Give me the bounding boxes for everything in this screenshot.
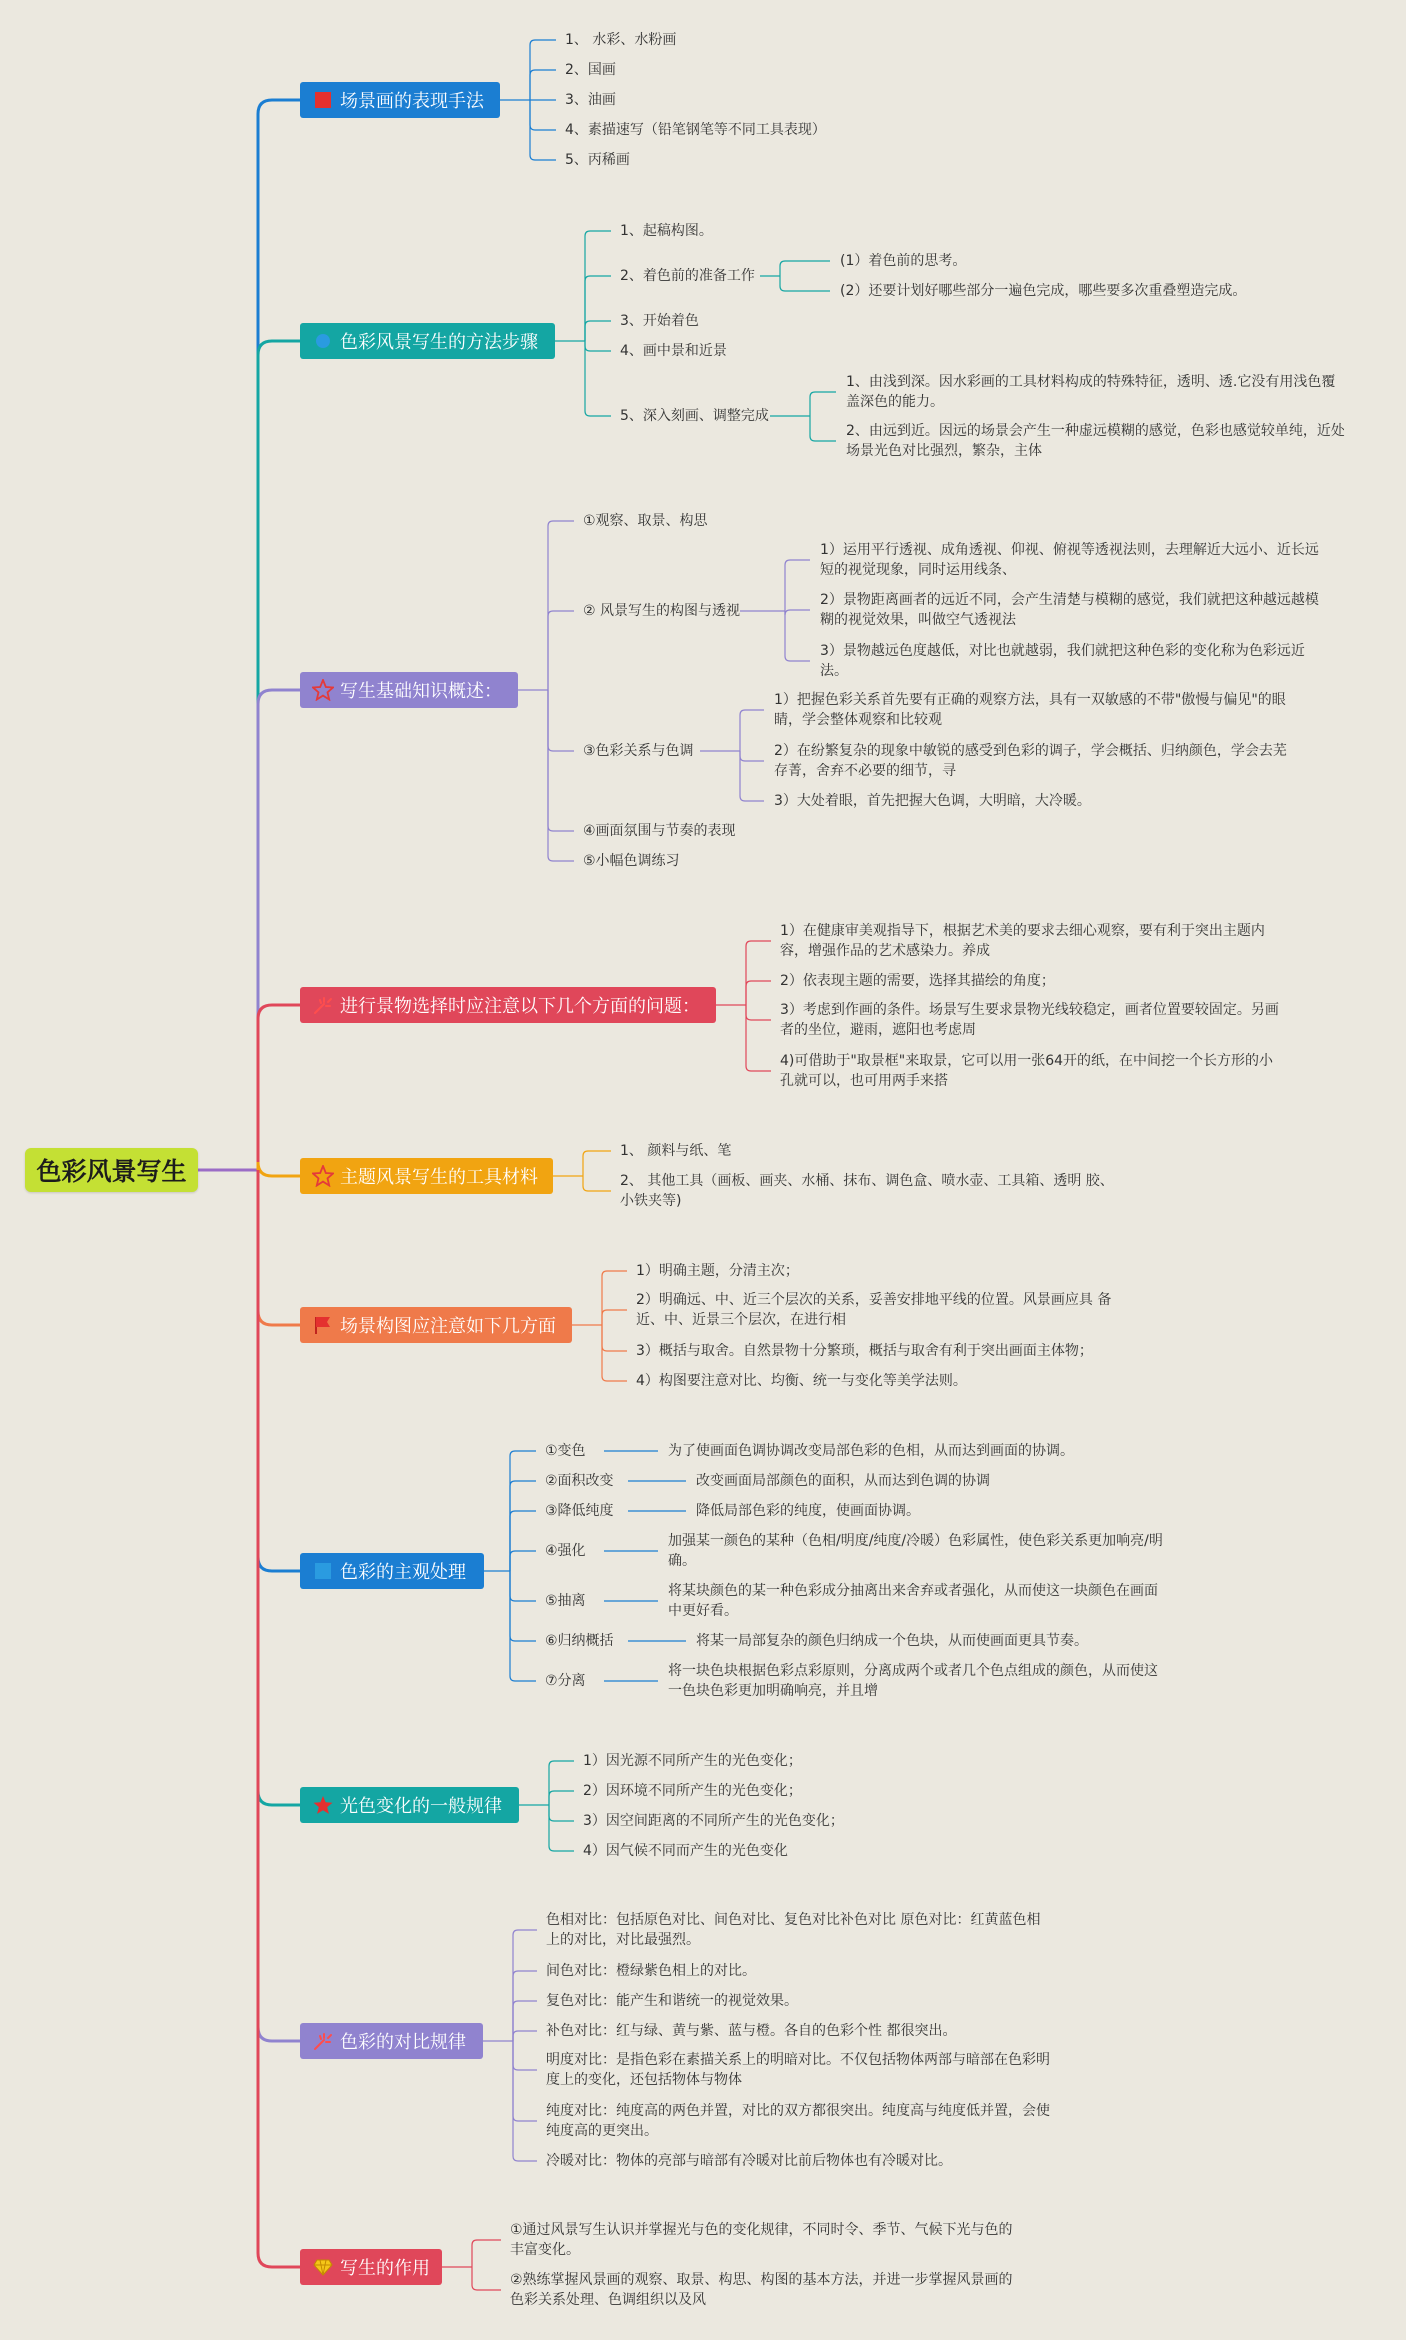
- list-item-value: 为了使画面色调协调改变局部色彩的色相，从而达到画面的协调。: [668, 1443, 1074, 1459]
- branch-role-of-sketching[interactable]: [300, 2249, 442, 2285]
- connector: [602, 1271, 627, 1325]
- list-item: 补色对比：红与绿、黄与紫、蓝与橙。各自的色彩个性 都很突出。: [546, 2023, 957, 2039]
- star-outline-icon: [312, 1165, 334, 1187]
- branch-label: 场景画的表现手法: [340, 91, 484, 112]
- connector: [602, 1310, 627, 1325]
- list-item-key: ①变色: [545, 1443, 586, 1459]
- list-item: 色相对比：包括原色对比、间色对比、复色对比补色对比 原色对比：红黄蓝色相上的对比，对比最强烈。: [546, 1912, 1041, 1948]
- branch-label: 场景构图应注意如下几方面: [340, 1316, 556, 1337]
- connector: [472, 2240, 501, 2267]
- root-topic[interactable]: 色彩风景写生: [25, 1148, 198, 1192]
- blue-square-icon: [312, 1560, 334, 1582]
- list-item: ①通过风景写生认识并掌握光与色的变化规律，不同时令、季节、气候下光与色的丰富变化。: [510, 2222, 1013, 2258]
- branch-scene-selection[interactable]: [300, 987, 716, 1023]
- connector: [585, 276, 611, 341]
- list-item: (1）着色前的思考。: [840, 253, 967, 269]
- list-item: 2、 其他工具（画板、画夹、水桶、抹布、调色盒、喷水壶、工具箱、透明 胶、小铁夹等): [620, 1173, 1114, 1209]
- connector: [583, 1176, 611, 1191]
- connector: [785, 610, 810, 615]
- connector: [548, 690, 574, 831]
- gem-icon: [312, 2256, 334, 2278]
- list-item: 1）运用平行透视、成角透视、仰视、俯视等透视法则，去理解近大远小、近长远短的视觉现象，同时运用线条、: [820, 542, 1319, 578]
- list-item: 4、画中景和近景: [620, 343, 727, 359]
- list-item: ⑤小幅色调练习: [583, 853, 680, 869]
- branch-label: 色彩的主观处理: [340, 1562, 466, 1583]
- sparkle-icon: [312, 994, 334, 1016]
- list-item-key: ②面积改变: [545, 1473, 614, 1489]
- list-item: ②熟练掌握风景画的观察、取景、构思、构图的基本方法，并进一步掌握风景画的色彩关系处理、色调组织以及风: [510, 2272, 1013, 2308]
- list-item: 间色对比：橙绿紫色相上的对比。: [546, 1963, 756, 1979]
- list-item-key: ⑥归纳概括: [545, 1633, 614, 1649]
- connector: [510, 1511, 536, 1571]
- list-item: 纯度对比：纯度高的两色并置，对比的双方都很突出。纯度高与纯度低并置，会使纯度高的更突出。: [546, 2103, 1050, 2139]
- list-item: 1）因光源不同所产生的光色变化；: [583, 1753, 802, 1769]
- list-item-key: ④强化: [545, 1543, 586, 1559]
- list-item: 3）大处着眼，首先把握大色调，大明暗，大冷暖。: [774, 793, 1091, 809]
- list-item: ③色彩关系与色调: [583, 743, 694, 759]
- list-item: 3）景物越远色度越低，对比也就越弱，我们就把这种色彩的变化称为色彩远近法。: [820, 643, 1305, 679]
- connector: [548, 690, 574, 751]
- connector: [585, 321, 611, 341]
- connector: [513, 2001, 537, 2041]
- connector: [785, 560, 810, 611]
- branch-label: 主题风景写生的工具材料: [340, 1167, 538, 1188]
- connector: [258, 690, 300, 1170]
- list-item: 2）景物距离画者的远近不同，会产生清楚与模糊的感觉，我们就把这种越远越模糊的视觉效果，叫做空气透视法: [820, 592, 1319, 628]
- list-item-value: 降低局部色彩的纯度，使画面协调。: [696, 1503, 920, 1519]
- list-item-value: 将一块色块根据色彩点彩原则，分离成两个或者几个色点组成的颜色，从而使这一色块色彩更加明确响亮，并且增: [668, 1663, 1158, 1699]
- connector: [549, 1805, 574, 1821]
- connector: [258, 1170, 300, 1571]
- list-item: 3、油画: [565, 92, 616, 108]
- list-item: 3）因空间距离的不同所产生的光色变化；: [583, 1813, 844, 1829]
- connector: [549, 1791, 574, 1805]
- list-item: 4)可借助于"取景框"来取景，它可以用一张64开的纸，在中间挖一个长方形的小孔就可以，也可用两手来搭: [780, 1053, 1274, 1089]
- connector: [510, 1571, 536, 1601]
- connector: [513, 2041, 537, 2161]
- connector: [548, 521, 574, 690]
- connector: [548, 690, 574, 861]
- connector: [740, 751, 764, 761]
- list-item: ①观察、取景、构思: [583, 513, 708, 529]
- connector: [810, 416, 836, 441]
- branch-label: 进行景物选择时应注意以下几个方面的问题：: [340, 996, 700, 1017]
- red-square-icon: [312, 89, 334, 111]
- list-item-value: 改变画面局部颜色的面积，从而达到色调的协调: [696, 1473, 990, 1489]
- list-item: 1）明确主题，分清主次；: [636, 1263, 799, 1279]
- connector: [583, 1151, 611, 1176]
- list-item: 2、由远到近。因远的场景会产生一种虚远模糊的感觉，色彩也感觉较单纯，近处场景光色对比强烈，繁杂，主体: [846, 423, 1345, 459]
- connector: [585, 341, 611, 416]
- list-item: 5、深入刻画、调整完成: [620, 408, 769, 424]
- connector: [513, 2041, 537, 2070]
- connector: [510, 1571, 536, 1641]
- list-item: 3）考虑到作画的条件。场景写生要求景物光线较稳定，画者位置要较固定。另画者的坐位，避雨，遮阳也考虑周: [780, 1002, 1279, 1038]
- connector: [258, 1170, 300, 2041]
- sparkle-icon: [312, 2030, 334, 2052]
- list-item: 2、着色前的准备工作: [620, 268, 755, 284]
- connector: [549, 1805, 574, 1851]
- connector: [510, 1571, 536, 1681]
- star-outline-icon: [312, 679, 334, 701]
- branch-light-color-rules[interactable]: [300, 1787, 519, 1823]
- connector: [740, 710, 764, 751]
- list-item: ② 风景写生的构图与透视: [583, 603, 741, 619]
- connector: [740, 751, 764, 801]
- connector: [258, 1162, 300, 1176]
- blue-dot-icon: [312, 330, 334, 352]
- branch-contrast-rules[interactable]: [300, 2023, 483, 2059]
- list-item-value: 将某一局部复杂的颜色归纳成一个色块，从而使画面更具节奏。: [696, 1633, 1088, 1649]
- connector: [258, 1005, 300, 1170]
- connector: [602, 1325, 627, 1351]
- connector: [513, 2031, 537, 2041]
- connector: [785, 611, 810, 661]
- connector: [746, 1005, 771, 1071]
- connector: [513, 2041, 537, 2121]
- connector: [258, 1170, 300, 1805]
- branch-method-steps[interactable]: [300, 323, 555, 359]
- connector: [810, 392, 836, 416]
- branch-label: 色彩风景写生的方法步骤: [340, 332, 538, 353]
- list-item: 1、 水彩、水粉画: [565, 32, 677, 48]
- branch-expression-methods[interactable]: [300, 82, 500, 118]
- connector: [548, 611, 574, 690]
- list-item: 2）依表现主题的需要，选择其描绘的角度；: [780, 973, 1055, 989]
- branch-tools-materials[interactable]: [300, 1158, 553, 1194]
- flag-icon: [312, 1314, 334, 1336]
- connector: [746, 981, 771, 1005]
- list-item-key: ③降低纯度: [545, 1503, 614, 1519]
- list-item: 2）明确远、中、近三个层次的关系，妥善安排地平线的位置。风景画应具 备近、中、近景三个层次，在进行相: [636, 1292, 1112, 1328]
- list-item: 1、由浅到深。因水彩画的工具材料构成的特殊特征，透明、透.它没有用浅色覆盖深色的能力。: [846, 374, 1336, 410]
- connector: [530, 100, 556, 130]
- list-item: 4）因气候不同而产生的光色变化: [583, 1843, 788, 1859]
- list-item: 4、素描速写（铅笔钢笔等不同工具表现）: [565, 122, 826, 138]
- list-item: ④画面氛围与节奏的表现: [583, 823, 736, 839]
- connector: [602, 1325, 627, 1381]
- list-item: 2）因环境不同所产生的光色变化；: [583, 1783, 802, 1799]
- connector: [258, 341, 300, 1170]
- list-item: (2）还要计划好哪些部分一遍色完成，哪些要多次重叠塑造完成。: [840, 283, 1247, 299]
- connector: [549, 1761, 574, 1805]
- list-item-value: 将某块颜色的某一种色彩成分抽离出来舍弃或者强化，从而使这一块颜色在画面中更好看。: [668, 1583, 1158, 1619]
- branch-label: 光色变化的一般规律: [340, 1796, 502, 1817]
- branch-composition[interactable]: [300, 1307, 572, 1343]
- connector: [258, 1170, 300, 2267]
- connector: [513, 1930, 537, 2041]
- list-item: 4）构图要注意对比、均衡、统一与变化等美学法则。: [636, 1373, 967, 1389]
- connector: [780, 276, 830, 291]
- list-item: 1）在健康审美观指导下，根据艺术美的要求去细心观察，要有利于突出主题内容，增强作品的艺术感染力。养成: [780, 923, 1265, 959]
- connector: [258, 100, 300, 1170]
- connector: [585, 231, 611, 341]
- list-item: 1、起稿构图。: [620, 223, 713, 239]
- list-item: 冷暖对比：物体的亮部与暗部有冷暖对比前后物体也有冷暖对比。: [546, 2153, 952, 2169]
- list-item: 1）把握色彩关系首先要有正确的观察方法，具有一双敏感的不带"傲慢与偏见"的眼睛，学会整体观察和比较观: [774, 692, 1286, 728]
- connector: [746, 941, 771, 1005]
- list-item-value: 加强某一颜色的某种（色相/明度/纯度/冷暖）色彩属性，使色彩关系更加响亮/明确。: [668, 1533, 1163, 1569]
- list-item: 3）概括与取舍。自然景物十分繁琐，概括与取舍有利于突出画面主体物；: [636, 1343, 1093, 1359]
- list-item: 2）在纷繁复杂的现象中敏锐的感受到色彩的调子，学会概括、归纳颜色，学会去芜存菁，舍弃不必要的细节，寻: [774, 743, 1287, 779]
- branch-label: 写生基础知识概述：: [340, 681, 502, 702]
- branch-label: 色彩的对比规律: [340, 2032, 466, 2053]
- connector: [510, 1551, 536, 1571]
- branch-basic-knowledge[interactable]: [300, 672, 518, 708]
- connector: [746, 1005, 771, 1020]
- list-item: 明度对比：是指色彩在素描关系上的明暗对比。不仅包括物体两部与暗部在色彩明度上的变化，还包括物体与物体: [546, 2052, 1050, 2088]
- list-item: 5、丙稀画: [565, 152, 630, 168]
- connector: [472, 2267, 501, 2290]
- connector: [510, 1481, 536, 1571]
- branch-label: 写生的作用: [340, 2258, 430, 2279]
- list-item: 3、开始着色: [620, 313, 699, 329]
- list-item-key: ⑤抽离: [545, 1593, 586, 1609]
- list-item: 复色对比：能产生和谐统一的视觉效果。: [546, 1993, 798, 2009]
- connector: [258, 1170, 300, 1325]
- list-item: 1、 颜料与纸、笔: [620, 1143, 732, 1159]
- connector: [780, 261, 830, 276]
- connector: [530, 70, 556, 100]
- red-star-icon: [312, 1794, 334, 1816]
- list-item-key: ⑦分离: [545, 1673, 586, 1689]
- branch-subjective-processing[interactable]: [300, 1553, 484, 1589]
- list-item: 2、国画: [565, 62, 616, 78]
- connector: [585, 341, 611, 351]
